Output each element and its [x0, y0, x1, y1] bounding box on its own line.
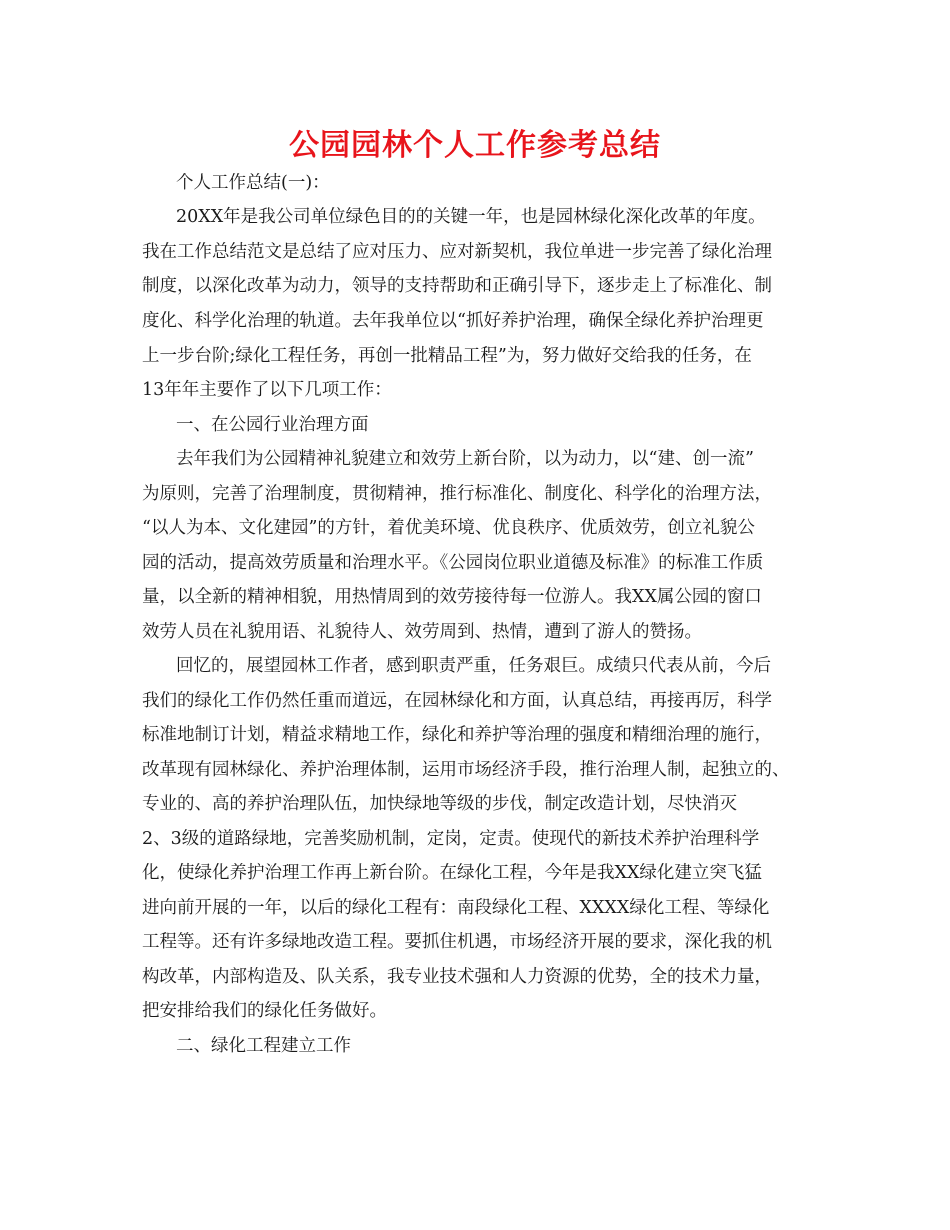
paragraph-line: 效劳人员在礼貌用语、礼貌待人、效劳周到、热情，遭到了游人的赞扬。 — [142, 622, 702, 642]
paragraph-line: 量，以全新的精神相貌，用热情周到的效劳接待每一位游人。我XX属公园的窗口 — [142, 587, 762, 607]
paragraph-line: 化，使绿化养护治理工作再上新台阶。在绿化工程，今年是我XX绿化建立突飞猛 — [142, 863, 762, 883]
section-heading: 一、在公园行业治理方面 — [176, 415, 369, 435]
paragraph-line: 专业的、高的养护治理队伍，加快绿地等级的步伐，制定改造计划，尽快消灭 — [142, 794, 737, 814]
section-heading: 二、绿化工程建立工作 — [176, 1036, 351, 1056]
paragraph-line: 制度，以深化改革为动力，领导的支持帮助和正确引导下，逐步走上了标准化、制 — [142, 276, 772, 296]
paragraph-line: 我们的绿化工作仍然任重而道远，在园林绿化和方面，认真总结，再接再厉，科学 — [142, 691, 772, 711]
paragraph-line: 2、3级的道路绿地，完善奖励机制，定岗，定责。使现代的新技术养护治理科学 — [142, 829, 760, 849]
paragraph-line: “以人为本、文化建园”的方针，着优美环境、优良秩序、优质效劳，创立礼貌公 — [142, 518, 755, 538]
paragraph-line: 回忆的，展望园林工作者，感到职责严重，任务艰巨。成绩只代表从前，今后 — [176, 656, 771, 676]
paragraph-line: 构改革，内部构造及、队关系，我专业技术强和人力资源的优势，全的技术力量， — [142, 967, 772, 987]
paragraph-line: 上一步台阶;绿化工程任务，再创一批精品工程”为，努力做好交给我的任务，在 — [142, 346, 752, 366]
paragraph-line: 为原则，完善了治理制度，贯彻精神，推行标准化、制度化、科学化的治理方法， — [142, 484, 772, 504]
paragraph-line: 工程等。还有许多绿地改造工程。要抓住机遇，市场经济开展的要求，深化我的机 — [142, 932, 772, 952]
paragraph-line: 标准地制订计划，精益求精地工作，绿化和养护等治理的强度和精细治理的施行， — [142, 725, 772, 745]
paragraph-line: 进向前开展的一年，以后的绿化工程有：南段绿化工程、XXXX绿化工程、等绿化 — [142, 898, 770, 918]
paragraph-line: 20XX年是我公司单位绿色目的的关键一年，也是园林绿化深化改革的年度。 — [176, 207, 766, 227]
paragraph-line: 度化、科学化治理的轨道。去年我单位以“抓好养护治理，确保全绿化养护治理更 — [142, 311, 764, 331]
paragraph-line: 改革现有园林绿化、养护治理体制，运用市场经济手段，推行治理人制，起独立的、 — [142, 760, 790, 780]
document-title: 公园园林个人工作参考总结 — [289, 128, 661, 163]
paragraph-line: 个人工作总结(一)： — [176, 173, 330, 193]
paragraph-line: 去年我们为公园精神礼貌建立和效劳上新台阶，以为动力，以“建、创一流” — [176, 449, 754, 469]
paragraph-line: 园的活动，提高效劳质量和治理水平。《公园岗位职业道德及标准》的标准工作质 — [142, 553, 764, 573]
paragraph-line: 我在工作总结范文是总结了应对压力、应对新契机，我位单进一步完善了绿化治理 — [142, 242, 772, 262]
paragraph-line: 13年年主要作了以下几项工作： — [142, 380, 392, 400]
paragraph-line: 把安排给我们的绿化任务做好。 — [142, 1001, 387, 1021]
